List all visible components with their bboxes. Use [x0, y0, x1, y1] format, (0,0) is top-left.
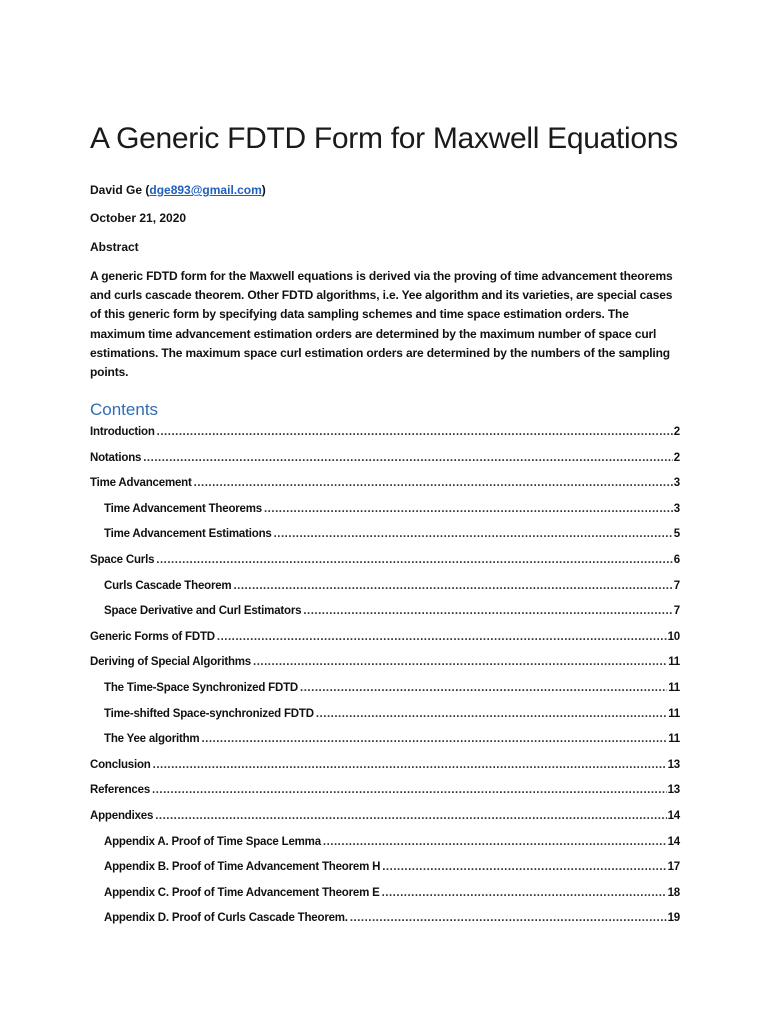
toc-entry-label[interactable]: The Yee algorithm	[104, 733, 200, 746]
toc-entry-label[interactable]: Conclusion	[90, 758, 151, 771]
toc-entry-label[interactable]: Space Derivative and Curl Estimators	[104, 605, 302, 618]
toc-entry[interactable]	[90, 909, 680, 935]
toc-entry[interactable]	[90, 653, 680, 679]
toc-entry[interactable]	[90, 756, 680, 782]
toc-entry[interactable]	[90, 628, 680, 654]
toc-dot-leader	[253, 653, 667, 671]
toc-dot-leader	[300, 679, 667, 697]
toc-entry-label[interactable]: The Time-Space Synchronized FDTD	[104, 681, 299, 694]
toc-entry-page-number[interactable]: 14	[667, 835, 680, 848]
toc-entry-page-number[interactable]: 11	[668, 681, 680, 694]
toc-entry-label[interactable]: Introduction	[90, 426, 155, 438]
contents-heading: Contents	[90, 400, 159, 419]
toc-entry[interactable]	[90, 474, 680, 500]
toc-entry-page-number[interactable]: 11	[668, 656, 680, 669]
author-name: David Ge	[90, 183, 143, 197]
toc-entry-label[interactable]: Appendix D. Proof of Curls Cascade Theorem.	[104, 912, 348, 925]
toc-entry-label[interactable]: Time-shifted Space-synchronized FDTD	[104, 707, 314, 720]
toc-entry[interactable]	[90, 602, 680, 628]
toc-entry-page-number[interactable]: 6	[673, 553, 680, 566]
toc-entry-page-number[interactable]: 5	[673, 528, 680, 541]
toc-entry[interactable]	[90, 833, 680, 859]
toc-entry[interactable]	[90, 577, 680, 603]
toc-dot-leader	[201, 730, 667, 748]
toc-entry-page-number[interactable]: 2	[673, 451, 680, 464]
toc-entry-label[interactable]: Time Advancement Estimations	[104, 528, 272, 541]
toc-entry[interactable]	[90, 884, 680, 910]
toc-entry[interactable]	[90, 500, 680, 526]
toc-entry[interactable]	[90, 781, 680, 807]
toc-entry-page-number[interactable]: 3	[673, 502, 680, 515]
toc-dot-leader	[194, 474, 673, 492]
toc-entry-page-number[interactable]: 7	[673, 605, 680, 618]
toc-entry-label[interactable]: Appendixes	[90, 809, 154, 822]
toc-entry-page-number[interactable]: 2	[673, 426, 680, 438]
toc-dot-leader	[316, 705, 667, 723]
toc-dot-leader	[274, 525, 673, 543]
toc-dot-leader	[155, 807, 666, 825]
toc-entry[interactable]	[90, 525, 680, 551]
toc-entry[interactable]	[90, 449, 680, 475]
toc-entry-page-number[interactable]: 10	[667, 630, 680, 643]
toc-dot-leader	[264, 500, 673, 518]
toc-entry-page-number[interactable]: 13	[667, 758, 680, 771]
toc-entry-page-number[interactable]: 3	[673, 477, 680, 490]
table-of-contents	[90, 423, 680, 935]
toc-entry[interactable]	[90, 730, 680, 756]
toc-dot-leader	[382, 858, 666, 876]
abstract-text: A generic FDTD form for the Maxwell equations is derived via the proving of time advancement theorems and curls cascade theorem. Other FDTD algorithms, i.e. Yee algorithm and its varieties, are special cases of this generic form by specifying data sampling schemes and time space estimation orders. The maximum time advancement estimation orders are determined by the maximum number of space curl estimations. The maximum space curl estimation orders are determined by the numbers of the sampling points.	[90, 269, 673, 380]
toc-entry-page-number[interactable]: 17	[667, 861, 680, 874]
toc-entry-label[interactable]: Appendix B. Proof of Time Advancement Theorem H	[104, 861, 381, 874]
toc-entry-label[interactable]: Generic Forms of FDTD	[90, 630, 215, 643]
toc-entry-page-number[interactable]: 13	[667, 784, 680, 797]
toc-entry-label[interactable]: Deriving of Special Algorithms	[90, 656, 251, 669]
toc-entry[interactable]	[90, 858, 680, 884]
abstract-heading: Abstract	[90, 240, 139, 254]
toc-dot-leader	[143, 449, 673, 467]
author-email-link[interactable]: dge893@gmail.com	[149, 183, 262, 197]
toc-entry-label[interactable]: Appendix A. Proof of Time Space Lemma	[104, 835, 321, 848]
toc-entry-label[interactable]: Space Curls	[90, 553, 155, 566]
document-date: October 21, 2020	[90, 211, 187, 225]
toc-dot-leader	[303, 602, 672, 620]
toc-entry[interactable]	[90, 679, 680, 705]
toc-dot-leader	[350, 909, 667, 927]
toc-entry[interactable]	[90, 423, 680, 449]
toc-entry-page-number[interactable]: 19	[667, 912, 680, 925]
toc-entry-label[interactable]: References	[90, 784, 151, 797]
toc-dot-leader	[157, 423, 673, 441]
toc-entry[interactable]	[90, 807, 680, 833]
toc-dot-leader	[152, 781, 667, 799]
toc-dot-leader	[156, 551, 673, 569]
toc-entry-page-number[interactable]: 18	[667, 886, 680, 899]
toc-entry-page-number[interactable]: 7	[673, 579, 680, 592]
toc-entry-page-number[interactable]: 14	[667, 809, 680, 822]
toc-entry[interactable]	[90, 705, 680, 731]
toc-entry-label[interactable]: Curls Cascade Theorem	[104, 579, 232, 592]
toc-entry-label[interactable]: Appendix C. Proof of Time Advancement Theorem E	[104, 886, 380, 899]
toc-dot-leader	[323, 833, 667, 851]
toc-dot-leader	[382, 884, 667, 902]
toc-entry-page-number[interactable]: 11	[668, 733, 680, 746]
toc-entry-page-number[interactable]: 11	[668, 707, 680, 720]
toc-entry-label[interactable]: Time Advancement Theorems	[104, 502, 262, 515]
toc-entry-label[interactable]: Time Advancement	[90, 477, 192, 490]
document-title: A Generic FDTD Form for Maxwell Equations	[90, 122, 678, 156]
toc-entry[interactable]	[90, 551, 680, 577]
toc-dot-leader	[233, 577, 672, 595]
toc-dot-leader	[217, 628, 667, 646]
toc-dot-leader	[153, 756, 667, 774]
author-line: David Ge (dge893@gmail.com)	[90, 183, 266, 197]
toc-entry-label[interactable]: Notations	[90, 451, 142, 464]
